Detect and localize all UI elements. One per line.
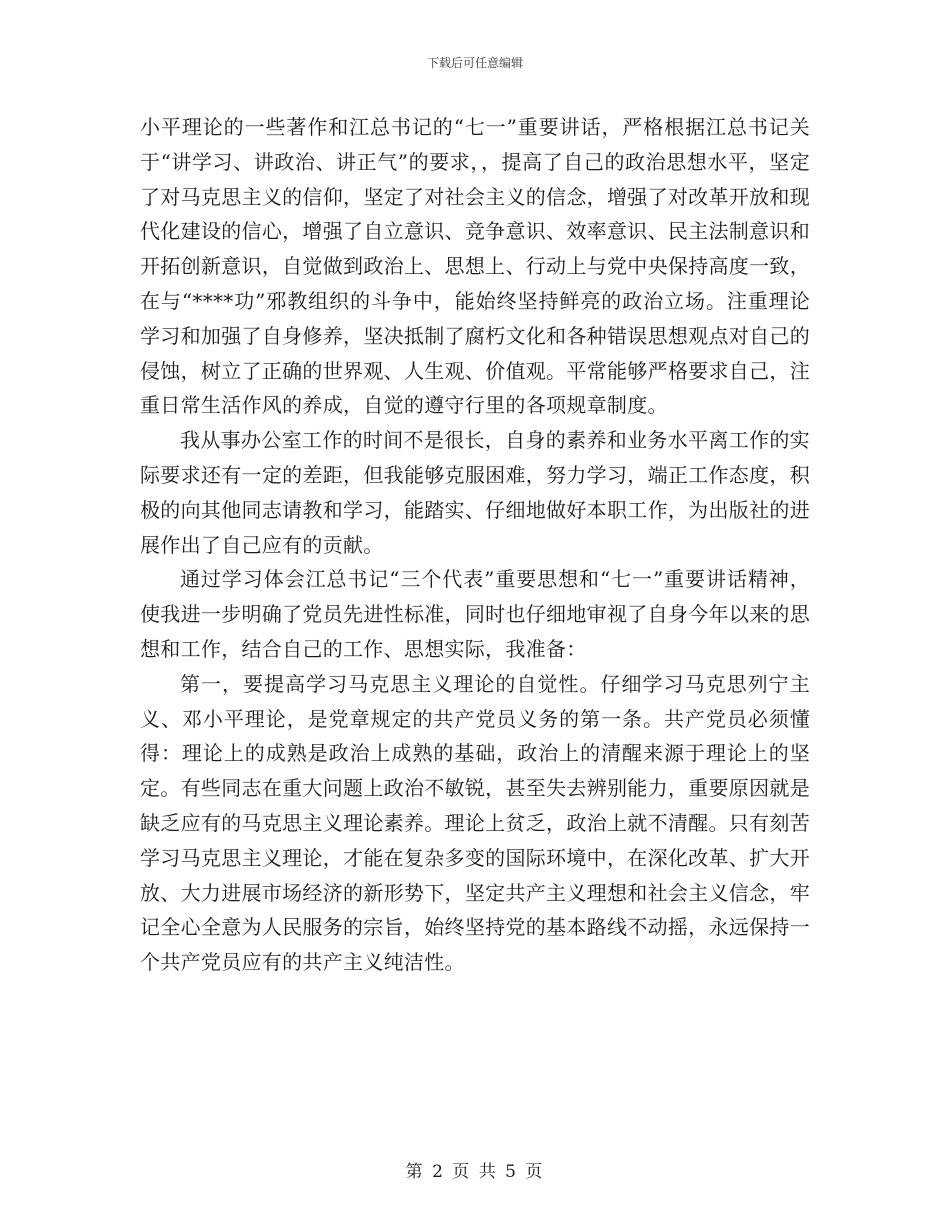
paragraph-1: 小平理论的一些著作和江总书记的“七一”重要讲话，严格根据江总书记关于“讲学习、讲政治、讲正气”的要求，，提高了自己的政治思想水平，坚定了对马克思主义的信仰，坚定了对社会主义的信念，增强了对改革开放和现代化建设的信心，增强了自立意识、竞争意识、效率意识、民主法制意识和开拓创新意识，自觉做到政治上、思想上、行动上与党中央保持高度一致，在与“****功”邪教组织的斗争中，能始终坚持鲜亮的政治立场。注重理论学习和加强了自身修养，坚决抵制了腐朽文化和各种错误思想观点对自己的侵蚀，树立了正确的世界观、人生观、价值观。平常能够严格要求自己，注重日常生活作风的养成，自觉的遵守行里的各项规章制度。 xyxy=(140,115,810,418)
paragraph-2: 我从事办公室工作的时间不是很长，自身的素养和业务水平离工作的实际要求还有一定的差距，但我能够克服困难，努力学习，端正工作态度，积极的向其他同志请教和学习，能踏实、仔细地做好本职工作，为出版社的进展作出了自己应有的贡献。 xyxy=(140,428,810,557)
page-header: 下载后可任意编辑 xyxy=(426,56,523,70)
page-number: 第 2 页 共 5 页 xyxy=(405,1162,545,1182)
document-body xyxy=(140,110,810,980)
paragraph-3: 通过学习体会江总书记“三个代表”重要思想和“七一”重要讲话精神，使我进一步明确了党员先进性标准，同时也仔细地审视了自身今年以来的思想和工作，结合自己的工作、思想实际，我准备： xyxy=(140,567,810,661)
paragraph-4: 第一，要提高学习马克思主义理论的自觉性。仔细学习马克思列宁主义、邓小平理论，是党章规定的共产党员义务的第一条。共产党员必须懂得：理论上的成熟是政治上成熟的基础，政治上的清醒来源于理论上的坚定。有些同志在重大问题上政治不敏锐，甚至失去辨别能力，重要原因就是缺乏应有的马克思主义理论素养。理论上贫乏，政治上就不清醒。只有刻苦学习马克思主义理论，才能在复杂多变的国际环境中，在深化改革、扩大开放、大力进展市场经济的新形势下，坚定共产主义理想和社会主义信念，牢记全心全意为人民服务的宗旨，始终坚持党的基本路线不动摇，永远保持一个共产党员应有的共产主义纯洁性。 xyxy=(140,671,810,975)
